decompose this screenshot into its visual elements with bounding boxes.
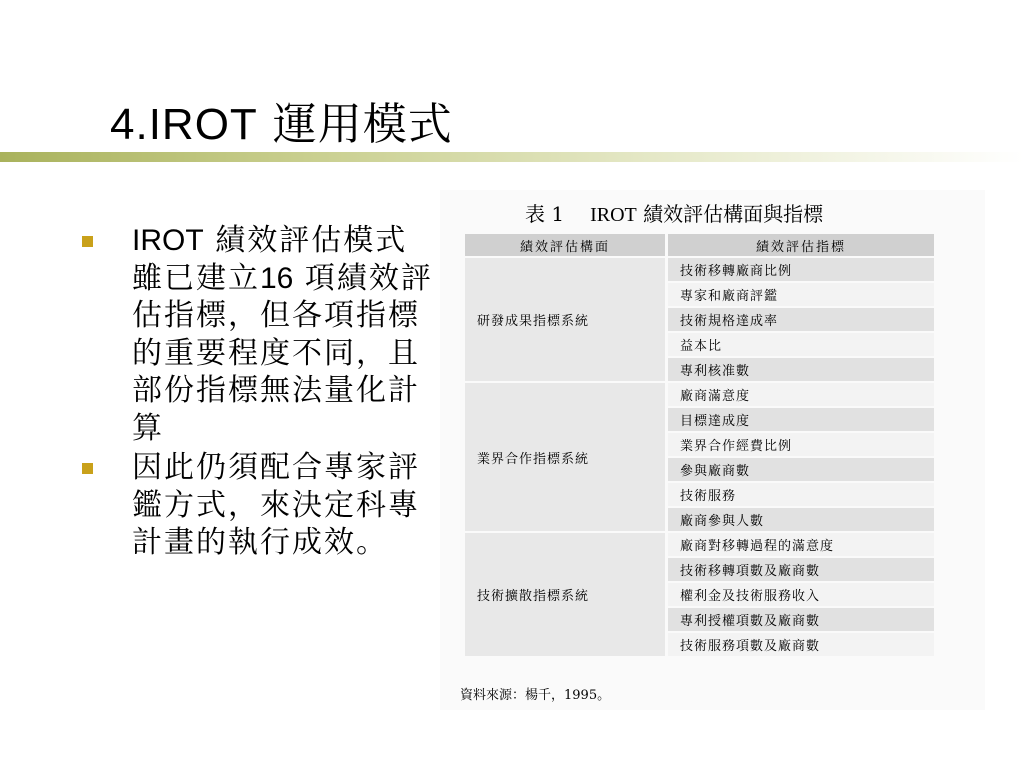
category-cell: 研發成果指標系統 — [465, 258, 665, 381]
bullet-item-2 — [82, 449, 434, 562]
title-underline-bar — [0, 152, 1024, 162]
table-row — [465, 258, 934, 281]
square-bullet-icon — [82, 463, 93, 474]
indicator-cell: 專家和廠商評鑑 — [668, 283, 934, 306]
table-number: 表 1 — [525, 202, 565, 226]
table-row — [465, 533, 934, 556]
table-body — [465, 258, 934, 656]
indicator-cell: 技術服務 — [668, 483, 934, 506]
table-source: 資料來源：楊千，1995。 — [460, 688, 611, 703]
indicator-cell: 目標達成度 — [668, 408, 934, 431]
indicator-cell: 權利金及技術服務收入 — [668, 583, 934, 606]
bullet-1-text: 績效評估模式雖已建立 — [132, 223, 408, 296]
indicator-cell: 專利授權項數及廠商數 — [668, 608, 934, 631]
square-bullet-icon — [82, 236, 93, 247]
table-figure — [440, 190, 985, 710]
indicator-cell: 技術移轉項數及廠商數 — [668, 558, 934, 581]
bullet-1-number: 16 — [260, 261, 294, 295]
indicator-cell: 益本比 — [668, 333, 934, 356]
slide-title-text: 運用模式 — [272, 99, 453, 150]
bullet-list — [82, 222, 434, 564]
indicator-cell: 技術服務項數及廠商數 — [668, 633, 934, 656]
indicator-cell: 業界合作經費比例 — [668, 433, 934, 456]
indicator-cell: 專利核准數 — [668, 358, 934, 381]
bullet-item-1 — [82, 222, 434, 447]
indicator-cell: 技術移轉廠商比例 — [668, 258, 934, 281]
table-header-row — [465, 234, 934, 256]
table-title-text: 績效評估構面與指標 — [643, 202, 824, 226]
table-title — [525, 198, 823, 227]
category-cell: 業界合作指標系統 — [465, 383, 665, 531]
slide-title — [110, 88, 453, 152]
bullet-1-irot: IROT — [132, 224, 204, 257]
indicator-cell: 廠商滿意度 — [668, 383, 934, 406]
indicator-cell: 技術規格達成率 — [668, 308, 934, 331]
bullet-2-text: 因此仍須配合專家評鑑方式，來決定科專計畫的執行成效。 — [132, 450, 420, 560]
indicator-cell: 參與廠商數 — [668, 458, 934, 481]
indicator-cell: 廠商參與人數 — [668, 508, 934, 531]
table-title-irot: IROT — [590, 204, 637, 226]
category-cell: 技術擴散指標系統 — [465, 533, 665, 656]
table-row — [465, 383, 934, 406]
bullet-1-text-cont: 項績效評估指標，但各項指標的重要程度不同，且部份指標無法量化計算 — [132, 260, 433, 446]
kpi-table — [462, 232, 937, 658]
indicator-cell: 廠商對移轉過程的滿意度 — [668, 533, 934, 556]
header-indicator: 績效評估指標 — [668, 234, 934, 256]
header-dimension: 績效評估構面 — [465, 234, 665, 256]
slide-title-number: 4.IROT — [110, 100, 258, 149]
